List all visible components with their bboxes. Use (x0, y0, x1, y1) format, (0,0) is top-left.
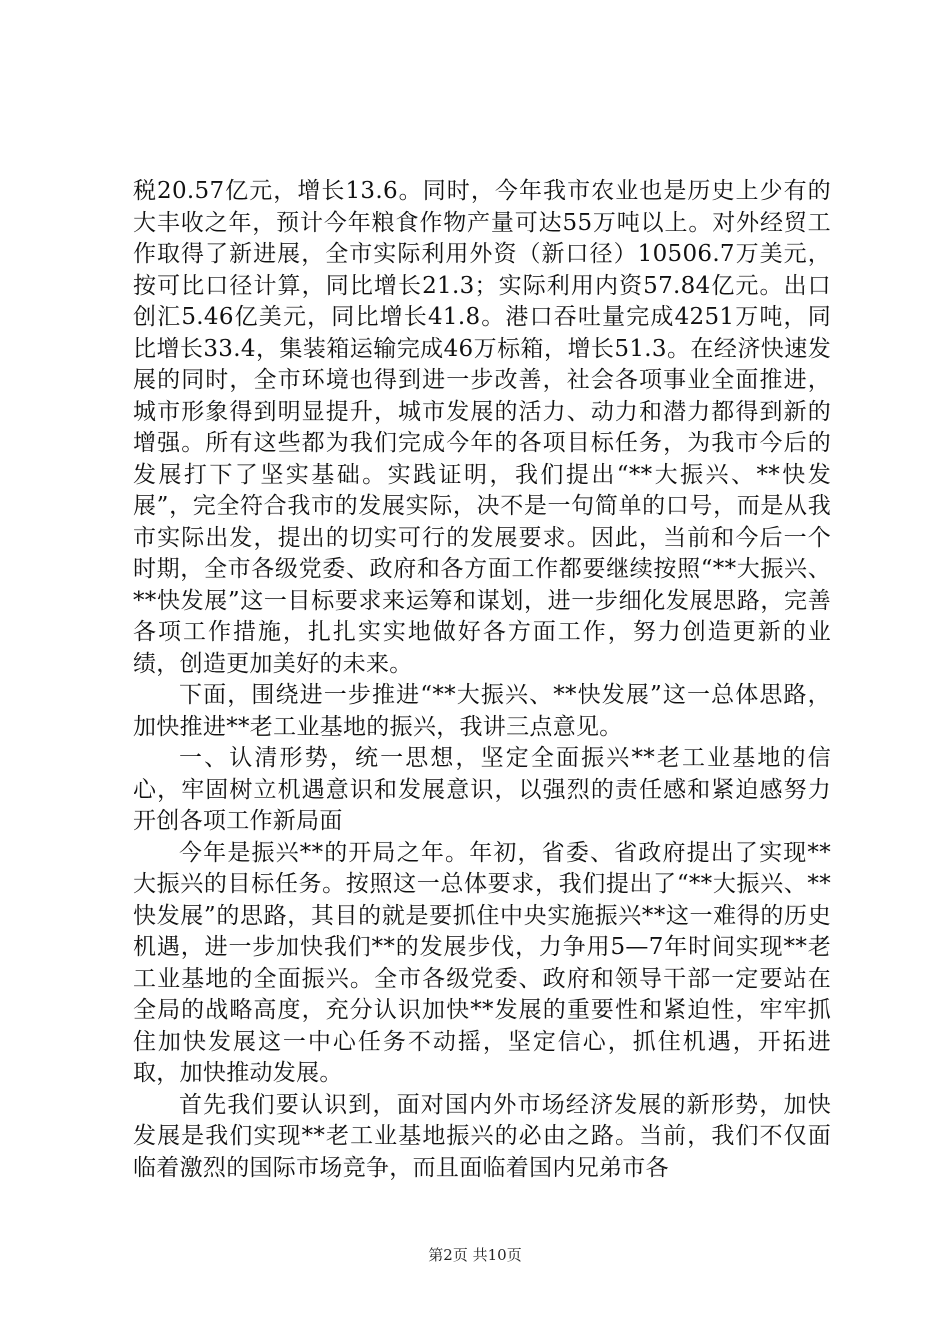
paragraph-4: 首先我们要认识到，面对国内外市场经济发展的新形势，加快发展是我们实现**老工业基地振兴的必由之路。当前，我们不仅面临着激烈的国际市场竞争，而且面临着国内兄弟市各 (133, 1091, 831, 1181)
paragraph-1: 税20.57亿元，增长13.6。同时，今年我市农业也是历史上少有的大丰收之年，预计今年粮食作物产量可达55万吨以上。对外经贸工作取得了新进展，全市实际利用外资（新口径）10506.7万美元，按可比口径计算，同比增长21.3；实际利用内资57.84亿元。出口创汇5.46亿美元，同比增长41.8。港口吞吐量完成4251万吨，同比增长33.4，集装箱运输完成46万标箱，增长51.3。在经济快速发展的同时，全市环境也得到进一步改善，社会各项事业全面推进，城市形象得到明显提升，城市发展的活力、动力和潜力都得到新的增强。所有这些都为我们完成今年的各项目标任务，为我市今后的发展打下了坚实基础。实践证明，我们提出“**大振兴、**快发展”，完全符合我市的发展实际，决不是一句简单的口号，而是从我市实际出发，提出的切实可行的发展要求。因此，当前和今后一个时期，全市各级党委、政府和各方面工作都要继续按照“**大振兴、**快发展”这一目标要求来运筹和谋划，进一步细化发展思路，完善各项工作措施，扎扎实实地做好各方面工作，努力创造更新的业绩，创造更加美好的未来。 (133, 178, 831, 677)
paragraph-2: 下面，围绕进一步推进“**大振兴、**快发展”这一总体思路，加快推进**老工业基地的振兴，我讲三点意见。 (133, 682, 831, 740)
page-footer: 第2页 共10页 (428, 1246, 522, 1264)
section-heading-1: 一、认清形势，统一思想，坚定全面振兴**老工业基地的信心，牢固树立机遇意识和发展意识，以强烈的责任感和紧迫感努力开创各项工作新局面 (133, 745, 831, 834)
paragraph-3: 今年是振兴**的开局之年。年初，省委、省政府提出了实现**大振兴的目标任务。按照这一总体要求，我们提出了“**大振兴、**快发展”的思路，其目的就是要抓住中央实施振兴**这一难得的历史机遇，进一步加快我们**的发展步伐，力争用5—7年时间实现**老工业基地的全面振兴。全市各级党委、政府和领导干部一定要站在全局的战略高度，充分认识加快**发展的重要性和紧迫性，牢牢抓住加快发展这一中心任务不动摇，坚定信心，抓住机遇，开拓进取，加快推动发展。 (133, 839, 831, 1086)
document-body (133, 176, 831, 1184)
